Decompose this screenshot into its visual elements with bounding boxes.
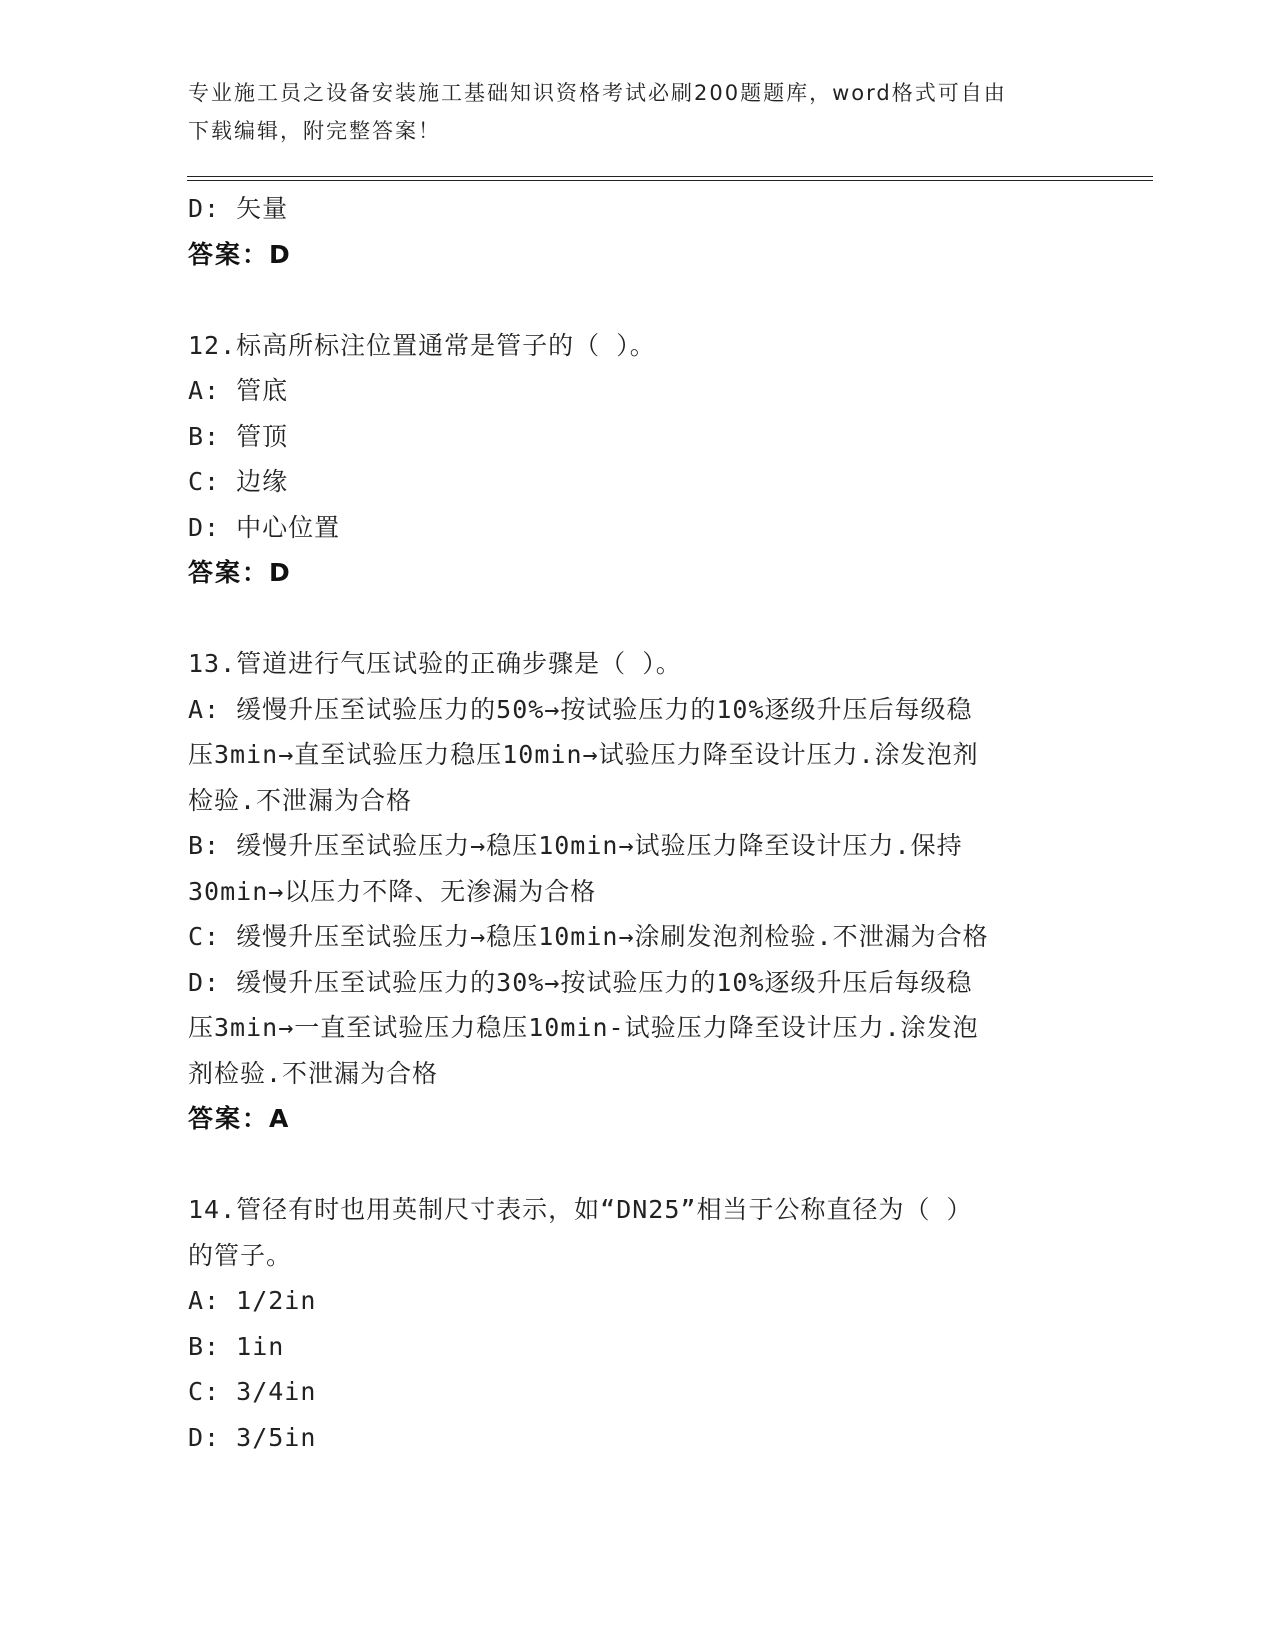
header-line-2: 下载编辑，附完整答案！ — [188, 119, 441, 143]
q12-option-c: C: 边缘 — [188, 467, 289, 496]
q12-option-d: D: 中心位置 — [188, 512, 341, 542]
q13-question: 13.管道进行气压试验的正确步骤是（ ）。 — [188, 649, 682, 678]
q13-option-d-line-2: 压3min→一直至试验压力稳压10min-试验压力降至设计压力.涂发泡 — [188, 1013, 979, 1042]
q14-option-c: C: 3/4in — [188, 1377, 317, 1406]
q14-option-d: D: 3/5in — [188, 1422, 317, 1452]
q13-option-a-line-1: A: 缓慢升压至试验压力的50%→按试验压力的10%逐级升压后每级稳 — [188, 694, 973, 724]
q13-option-d-line-1: D: 缓慢升压至试验压力的30%→按试验压力的10%逐级升压后每级稳 — [188, 967, 973, 997]
q13-answer: 答案：A — [188, 1104, 291, 1133]
q13-option-b-line-2: 30min→以压力不降、无渗漏为合格 — [188, 876, 597, 906]
q12-option-a: A: 管底 — [188, 376, 289, 405]
q12-option-b: B: 管顶 — [188, 421, 289, 451]
q12-answer: 答案：D — [188, 558, 292, 587]
q14-question-line-1: 14.管径有时也用英制尺寸表示，如“DN25”相当于公称直径为（ ） — [188, 1195, 973, 1224]
header-divider-bottom — [187, 180, 1153, 181]
header-line-1: 专业施工员之设备安装施工基础知识资格考试必刷200题题库，word格式可自由 — [188, 81, 1007, 105]
q13-option-a-line-3: 检验.不泄漏为合格 — [188, 785, 413, 815]
header-divider-top — [187, 176, 1153, 177]
q11-answer: 答案：D — [188, 239, 292, 269]
spacer — [188, 277, 1088, 323]
q12-question: 12.标高所标注位置通常是管子的（ ）。 — [188, 330, 656, 360]
q13-option-c: C: 缓慢升压至试验压力→稳压10min→涂刷发泡剂检验.不泄漏为合格 — [188, 922, 989, 951]
q14-option-b: B: 1in — [188, 1331, 285, 1361]
q13-option-b-line-1: B: 缓慢升压至试验压力→稳压10min→试验压力降至设计压力.保持 — [188, 831, 963, 860]
document-header — [188, 74, 1068, 150]
spacer — [188, 1142, 1088, 1188]
question-list — [188, 186, 1088, 1460]
spacer — [188, 596, 1088, 642]
q13-option-a-line-2: 压3min→直至试验压力稳压10min→试验压力降至设计压力.涂发泡剂 — [188, 740, 979, 769]
q14-option-a: A: 1/2in — [188, 1286, 317, 1315]
q13-option-d-line-3: 剂检验.不泄漏为合格 — [188, 1058, 439, 1088]
q11-option-d: D: 矢量 — [188, 194, 289, 223]
q14-question-line-2: 的管子。 — [188, 1240, 293, 1270]
